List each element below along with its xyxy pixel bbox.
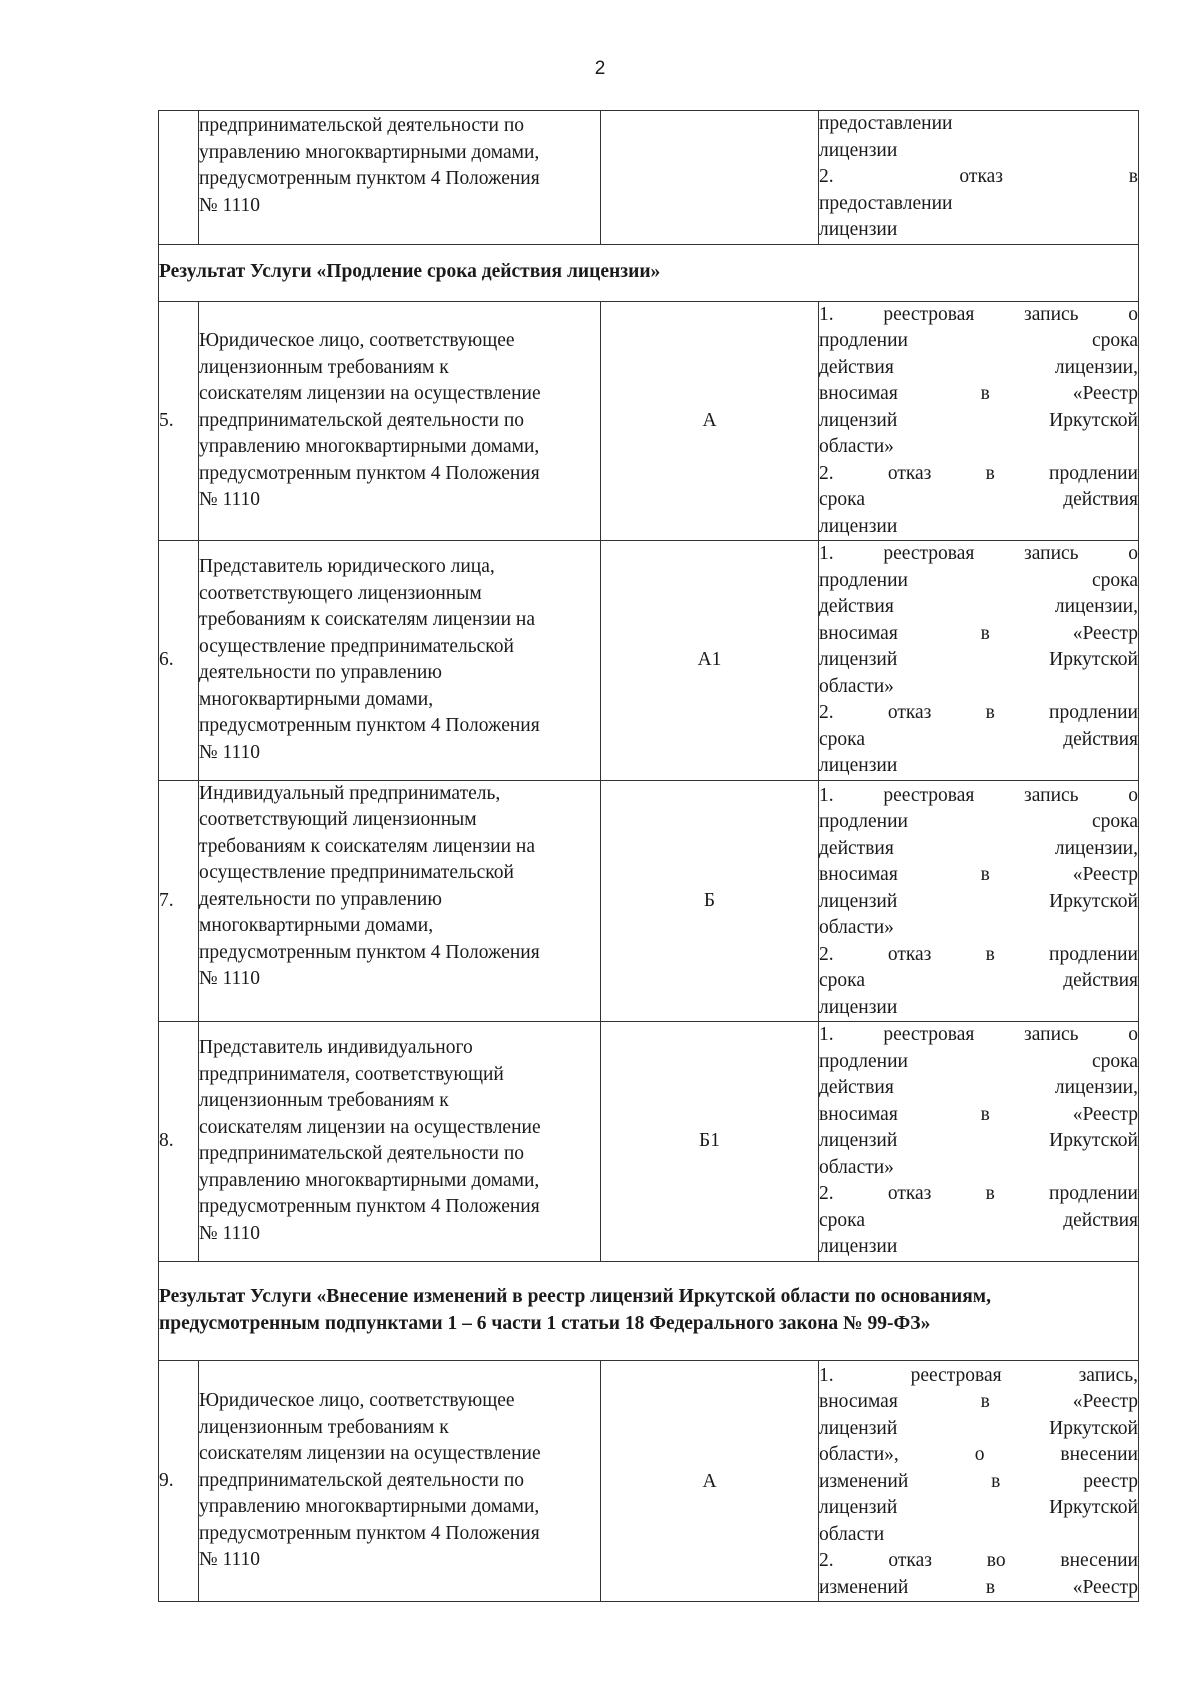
result-line: 2. отказ во внесении xyxy=(819,1550,1138,1571)
desc-line: предусмотренным пунктом 4 Положения xyxy=(199,941,540,963)
result-line: лицензии xyxy=(819,515,898,537)
result-line: 1. реестровая запись о xyxy=(819,543,1138,564)
applicant-description xyxy=(199,780,601,1022)
result-line: 2. отказ в продлении xyxy=(819,943,1138,965)
table-row xyxy=(159,780,1139,1022)
desc-line: соискателям лицензии на осуществление xyxy=(199,1116,541,1138)
page-number: 2 xyxy=(594,58,606,79)
desc-line: предпринимательской деятельности по xyxy=(199,115,525,136)
desc-line: № 1110 xyxy=(199,741,261,763)
desc-line: предусмотренным пунктом 4 Положения xyxy=(199,168,540,189)
table-row xyxy=(159,1022,1139,1262)
result-line: области» xyxy=(819,1156,894,1178)
desc-line: № 1110 xyxy=(199,968,261,989)
desc-line: деятельности по управлению xyxy=(199,888,442,910)
service-result xyxy=(819,780,1139,1022)
desc-line: управлению многоквартирными домами, xyxy=(199,436,540,457)
result-line: лицензии xyxy=(819,996,898,1018)
applicant-description xyxy=(199,1022,601,1262)
desc-line: лицензионным требованиям к xyxy=(199,356,449,378)
result-line: 1. реестровая запись о xyxy=(819,303,1138,325)
result-line: действия лицензии, xyxy=(819,596,1138,617)
result-line: области», о внесении xyxy=(819,1444,1138,1465)
section-heading-row xyxy=(159,244,1139,301)
service-result xyxy=(819,1360,1139,1602)
result-line: лицензии xyxy=(819,1236,898,1257)
result-line: срока действия xyxy=(819,489,1138,510)
desc-line: требованиям к соискателям лицензии на xyxy=(199,835,535,857)
desc-line: осуществление предпринимательской xyxy=(199,862,514,883)
desc-line: предпринимательской деятельности по xyxy=(199,1143,525,1165)
result-line: лицензии xyxy=(819,219,898,240)
result-line: лицензии xyxy=(819,755,898,776)
applicant-description xyxy=(199,111,601,245)
result-line: срока действия xyxy=(819,1209,1138,1231)
desc-line: деятельности по управлению xyxy=(199,662,442,684)
result-line: лицензий Иркутской xyxy=(819,1130,1138,1151)
result-line: области xyxy=(819,1523,885,1545)
result-line: лицензий Иркутской xyxy=(819,1417,1138,1439)
desc-line: Юридическое лицо, соответствующее xyxy=(199,1390,515,1411)
service-result xyxy=(819,541,1139,781)
desc-line: соответствующий лицензионным xyxy=(199,809,477,830)
applicant-description xyxy=(199,301,601,541)
desc-line: Представитель индивидуального xyxy=(199,1037,473,1059)
section-heading-row xyxy=(159,1261,1139,1360)
result-line: вносимая в «Реестр xyxy=(819,864,1138,885)
result-line: лицензий Иркутской xyxy=(819,409,1138,431)
row-number: 9. xyxy=(159,1360,199,1602)
result-line: вносимая в «Реестр xyxy=(819,622,1138,644)
table-row xyxy=(159,111,1139,245)
applicant-code: А xyxy=(601,301,819,541)
result-line: вносимая в «Реестр xyxy=(819,1103,1138,1125)
result-line: срока действия xyxy=(819,970,1138,991)
table-row xyxy=(159,301,1139,541)
applicant-description xyxy=(199,541,601,781)
desc-line: предусмотренным пунктом 4 Положения xyxy=(199,1522,540,1544)
result-line: лицензии xyxy=(819,139,898,161)
desc-line: требованиям к соискателям лицензии на xyxy=(199,609,535,631)
result-line: предоставлении xyxy=(819,192,953,214)
applicant-code: А xyxy=(601,1360,819,1602)
row-number: 5. xyxy=(159,301,199,541)
desc-line: предпринимательской деятельности по xyxy=(199,409,525,431)
result-line: предоставлении xyxy=(819,113,953,134)
result-line: действия лицензии, xyxy=(819,356,1138,378)
result-line: области» xyxy=(819,675,894,697)
result-line: вносимая в «Реестр xyxy=(819,1391,1138,1412)
applicant-code xyxy=(601,111,819,245)
desc-line: лицензионным требованиям к xyxy=(199,1416,449,1438)
result-line: лицензий Иркутской xyxy=(819,1497,1138,1518)
result-line: вносимая в «Реестр xyxy=(819,383,1138,404)
applicant-code: Б1 xyxy=(601,1022,819,1262)
row-number: 6. xyxy=(159,541,199,781)
result-line: действия лицензии, xyxy=(819,1077,1138,1098)
row-number: 7. xyxy=(159,780,199,1022)
desc-line: предусмотренным пунктом 4 Положения xyxy=(199,715,540,737)
desc-line: Индивидуальный предприниматель, xyxy=(199,782,501,804)
result-line: продлении срока xyxy=(819,330,1138,351)
service-result xyxy=(819,1022,1139,1262)
desc-line: Представитель юридического лица, xyxy=(199,556,495,578)
result-line: 2. отказ в продлении xyxy=(819,1183,1138,1204)
result-line: изменений в реестр xyxy=(819,1470,1138,1492)
table-row xyxy=(159,541,1139,781)
row-number: 8. xyxy=(159,1022,199,1262)
applicant-code: А1 xyxy=(601,541,819,781)
desc-line: управлению многоквартирными домами, xyxy=(199,141,540,163)
result-line: изменений в «Реестр xyxy=(819,1576,1138,1598)
desc-line: управлению многоквартирными домами, xyxy=(199,1169,540,1191)
result-line: действия лицензии, xyxy=(819,837,1138,859)
result-line: 2. отказ в xyxy=(819,166,1138,187)
desc-line: предусмотренным пунктом 4 Положения xyxy=(199,1196,540,1218)
result-line: 1. реестровая запись, xyxy=(819,1364,1138,1386)
section-heading-registry-changes: Результат Услуги «Внесение изменений в реестр лицензий Иркутской области по основаниям, предусмотренным подпунктами 1 – 6 части 1 статьи 18 Федерального закона № 99-ФЗ» xyxy=(159,1261,1139,1360)
result-line: 1. реестровая запись о xyxy=(819,784,1138,806)
desc-line: предпринимательской деятельности по xyxy=(199,1469,525,1491)
desc-line: предусмотренным пунктом 4 Положения xyxy=(199,462,540,484)
license-results-table xyxy=(158,110,1139,1602)
desc-line: Юридическое лицо, соответствующее xyxy=(199,330,515,351)
desc-line: № 1110 xyxy=(199,489,261,510)
result-line: продлении срока xyxy=(819,569,1138,591)
result-line: продлении срока xyxy=(819,811,1138,832)
result-line: 2. отказ в продлении xyxy=(819,702,1138,723)
table-row xyxy=(159,1360,1139,1602)
desc-line: многоквартирными домами, xyxy=(199,915,434,936)
result-line: лицензий Иркутской xyxy=(819,890,1138,912)
desc-line: соответствующего лицензионным xyxy=(199,582,482,604)
desc-line: соискателям лицензии на осуществление xyxy=(199,383,541,404)
result-line: области» xyxy=(819,436,894,457)
desc-line: № 1110 xyxy=(199,1222,261,1244)
desc-line: № 1110 xyxy=(199,194,261,216)
desc-line: соискателям лицензии на осуществление xyxy=(199,1443,541,1464)
result-line: продлении срока xyxy=(819,1050,1138,1072)
desc-line: многоквартирными домами, xyxy=(199,688,434,710)
result-line: 1. реестровая запись о xyxy=(819,1024,1138,1045)
desc-line: осуществление предпринимательской xyxy=(199,635,514,657)
section-heading-extension: Результат Услуги «Продление срока действия лицензии» xyxy=(159,244,1139,301)
desc-line: предпринимателя, соответствующий xyxy=(199,1063,504,1085)
desc-line: лицензионным требованиям к xyxy=(199,1090,449,1112)
service-result xyxy=(819,111,1139,245)
applicant-code: Б xyxy=(601,780,819,1022)
service-result xyxy=(819,301,1139,541)
result-line: области» xyxy=(819,917,894,938)
applicant-description xyxy=(199,1360,601,1602)
desc-line: № 1110 xyxy=(199,1549,261,1570)
result-line: срока действия xyxy=(819,728,1138,750)
desc-line: управлению многоквартирными домами, xyxy=(199,1496,540,1517)
result-line: 2. отказ в продлении xyxy=(819,462,1138,484)
row-number xyxy=(159,111,199,245)
result-line: лицензий Иркутской xyxy=(819,649,1138,670)
